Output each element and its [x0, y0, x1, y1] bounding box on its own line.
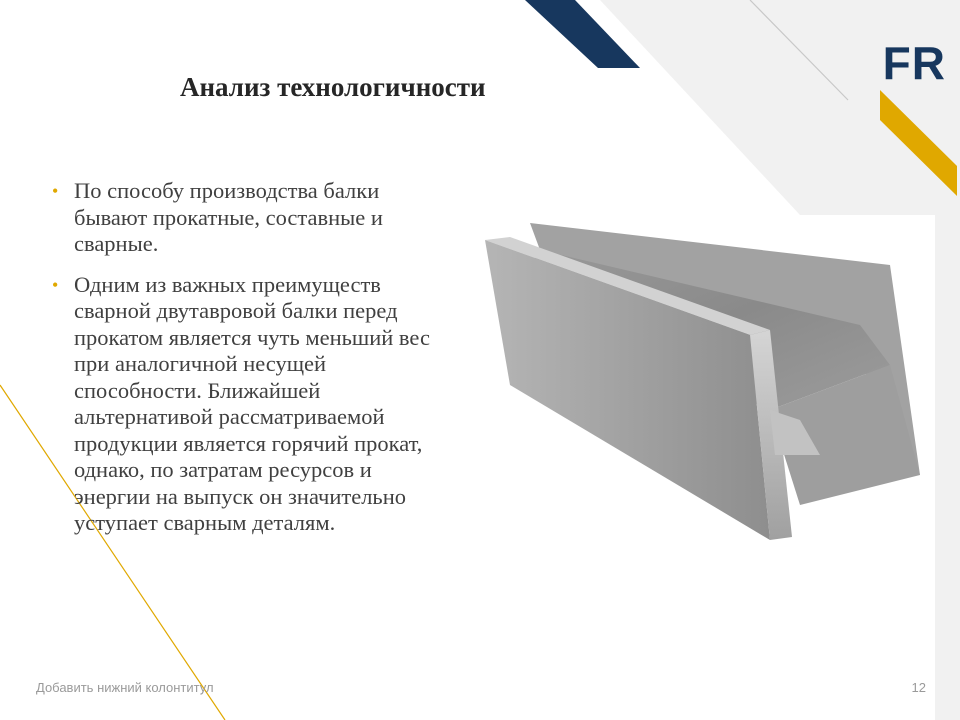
footer-text: Добавить нижний колонтитул [36, 680, 214, 695]
company-logo: FR [882, 37, 946, 89]
bullet-icon: • [52, 274, 59, 295]
bullet-text: По способу производства балки бывают прокатные, составные и сварные. [74, 178, 383, 256]
bullet-list [52, 178, 452, 551]
page-number: 12 [911, 680, 926, 695]
bullet-item [52, 178, 452, 258]
bullet-item [52, 272, 452, 537]
slide-title: Анализ технологичности [180, 72, 486, 102]
bullet-text: Одним из важных преимуществ сварной двутавровой балки перед прокатом является чуть меньший вес при аналогичной несущей способности. Ближайшей альтернативой рассматриваемой продукции является горячий прокат, однако, по затратам ресурсов и энергии на выпуск он значительно уступает сварным деталям. [74, 271, 430, 535]
i-beam-image [470, 215, 940, 545]
grey-band [600, 0, 960, 215]
bullet-icon: • [52, 181, 59, 201]
